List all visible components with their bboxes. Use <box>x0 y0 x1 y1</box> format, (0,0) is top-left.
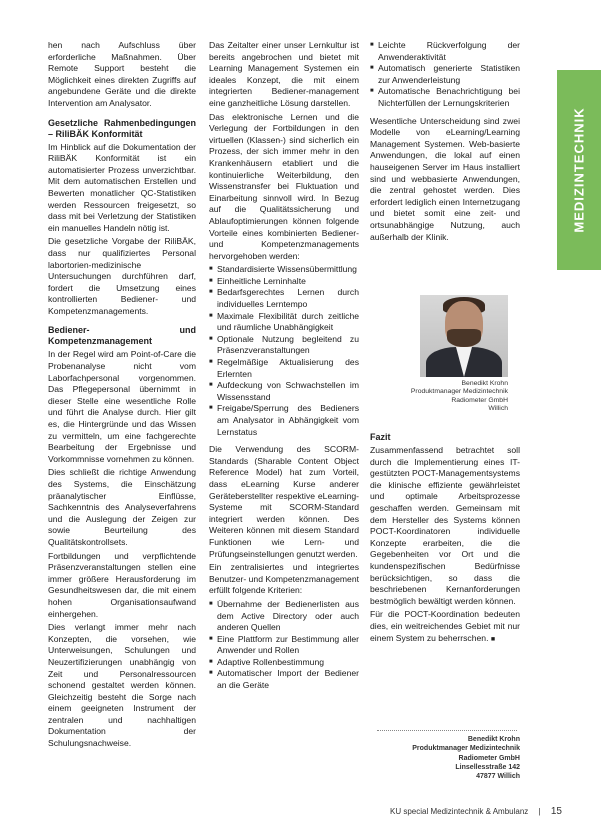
author-photo <box>420 295 508 377</box>
caption-company: Radiometer GmbH <box>451 396 508 404</box>
column-3-bottom <box>370 432 520 647</box>
advantages-list <box>209 264 359 438</box>
sig-city: 47877 Willich <box>476 773 520 781</box>
paragraph: Das elektronische Lernen und die Verlegung der Fortbildungen in den virtuellen (Klassen-) sind sicherlich ein Prozess, der sich immer mehr in den Krankenhäusern etabliert und die kontinuierliche Weiterbildung, den Wissenstransfer bei Fluktuation und Einarbeitung sinnvoll wird. In Bezug auf die Qualitätssicherung und Ablaufoptimierungen können folgende Vorteile eines kombinierten Bediener- und Kompetenzmanagements hervorgehoben werden: <box>209 111 359 261</box>
author-signature <box>390 735 520 781</box>
paragraph: Zusammenfassend betrachtet soll durch die Implementierung eines IT-gestützten POCT-Managementsystems die klinische effiziente gewährleistet und optimale Arbeitsprozesse geschaffen werden. Gemeinsam mit dem Hersteller des Systems können POCT-Koordinatoren individuelle Konzepte erarbeiten, die die Gegebenheiten vor Ort und die kundenspezifischen Bedürfnisse berücksichtigen, so dass die beschriebenen Kernanforderungen bestmöglich bewältigt werden können. <box>370 445 520 606</box>
caption-role: Produktmanager Medizintechnik <box>410 388 508 396</box>
paragraph: Wesentliche Unterscheidung sind zwei Modelle von eLearning/Learning Management Systemen. Web-basierte Anwendungen, die lokal auf einen hauseigenen Server im Haus installiert sind und webbasierte Anwendungen, die zentral gehostet werden. Dies erfordert lediglich einen Internetzugang und bietet somit eine zeit- und ortsunabhängige Nutzung, auch außerhalb der Klinik. <box>370 115 520 242</box>
list-item: ■ Automatischer Import der Bediener an die Geräte <box>209 668 359 691</box>
column-3-top <box>370 40 520 245</box>
paragraph: Fortbildungen und verpflichtende Präsenzveranstaltungen stellen eine immer größere Herausforderung im Gesundheitswesen dar, die mit einem hohen Organisationsaufwand einhergehen. <box>48 550 196 619</box>
list-item: ■ Leichte Rückverfolgung der Anwenderaktivität <box>370 40 520 63</box>
paragraph: Die Verwendung des SCORM-Standards (Sharable Content Object Reference Model) hat zum Vorteil, dass eLearning Kurse anderer Geräteberstellter respektive eLearning-Systeme mit SCORM-Standard integriert werden können. Des Weiteren können mit diesem Standard Funktionen wie Lern- und Prüfungseinstellungen genutzt werden. <box>209 444 359 559</box>
page-number: 15 <box>550 806 562 817</box>
photo-caption <box>390 380 508 414</box>
section-tab-label: MEDIZINTECHNIK <box>571 107 587 233</box>
sig-name: Benedikt Krohn <box>467 736 520 743</box>
paragraph: Die gesetzliche Vorgabe der RiliBÄK, dass nur qualifiziertes Personal labortorien-medizinische Untersuchungen durchführen darf, fordert die Umsetzung eines kontrollierten Bediener- und Kompetenzmanagements. <box>48 236 196 316</box>
caption-name: Benedikt Krohn <box>461 380 508 387</box>
list-item: ■ Optionale Nutzung begleitend zu Präsenzveranstaltungen <box>209 334 359 357</box>
list-item: ■ Freigabe/Sperrung des Bedieners am Analysator in Abhängigkeit vom Lernstatus <box>209 403 359 438</box>
paragraph: Dies schließt die richtige Anwendung des Systems, die Einschätzung präanalytischer Einflüsse, Sachkenntnis des Analyseverfahrens und die Auslegung der Zeigen zur sowie Beurteilung des Qualitätskontrollsets. <box>48 467 196 547</box>
heading-fazit: Fazit <box>370 432 391 442</box>
divider <box>377 730 517 731</box>
footer-divider: | <box>538 807 541 816</box>
paragraph: Im Hinblick auf die Dokumentation der RiliBÄK Konformität ist ein automatisierter Prozess unverzichtbar. Mit dem automatischen Erstellen und Bewerten monatlicher QC-Statistiken werden Ressourcen freigesetzt, so dass mit bei Verletzung der Statistiken ein manuelles Handeln nötig ist. <box>48 141 196 233</box>
heading-operator: Bediener- und Kompetenzmanagement <box>48 325 196 347</box>
list-item: ■ Maximale Flexibilität durch zeitliche und räumliche Unabhängigkeit <box>209 311 359 334</box>
paragraph: In der Regel wird am Point-of-Care die Probenanalyse nicht vom Laborfachpersonal vorgenommen. Das Pflegepersonal übernimmt in dieser Stelle eine wesentliche Rolle und führt die Analyse durch. Hier gilt es, die Hintergründe und das Wissen zu vermitteln, um eine fachgerechte Bearbeitung der Ergebnisse und Vorkommnisse vornehmen zu können. <box>48 349 196 464</box>
criteria-list-continued <box>370 40 520 110</box>
list-item: ■ Übernahme der Bedienerlisten aus dem Active Directory oder auch anderen Quellen <box>209 599 359 634</box>
section-tab <box>557 70 601 270</box>
list-item: ■ Aufdeckung von Schwachstellen im Wissensstand <box>209 380 359 403</box>
heading-legal: Gesetzliche Rahmenbedingungen – RiliBÄK Konformität <box>48 117 196 139</box>
list-item: ■ Einheitliche Lerninhalte <box>209 276 359 288</box>
journal-name: KU special Medizintechnik & Ambulanz <box>390 807 529 816</box>
list-item: ■ Standardisierte Wissensübermittlung <box>209 264 359 276</box>
sig-street: Linsellesstraße 142 <box>455 763 520 771</box>
sig-role: Produktmanager Medizintechnik <box>412 745 520 753</box>
paragraph: Für die POCT-Koordination bedeuten dies, ein weitreichendes Gebiet mit nur einem System zu beherrschen. ■ <box>370 609 520 643</box>
end-mark-icon: ■ <box>490 635 496 643</box>
list-item: ■ Adaptive Rollenbestimmung <box>209 657 359 669</box>
page-footer <box>390 806 590 818</box>
paragraph: Ein zentralisiertes und integriertes Benutzer- und Kompetenzmanagement erfüllt folgende Kriterien: <box>209 562 360 596</box>
sig-company: Radiometer GmbH <box>458 754 520 762</box>
criteria-list <box>209 599 359 692</box>
paragraph: Dies verlangt immer mehr nach Konzepten, die vorsehen, wie Unterweisungen, Schulungen und Neuzertifizierungen unabhängig von Zeit und Personalressourcen schonend gestaltet werden können. Gleichzeitig besteht die Sorge nach einem geeigneten Instrument der zentralen und nachhaltigen Dokumentation der Schulungsnachweise. <box>48 622 196 749</box>
column-2 <box>209 40 359 698</box>
list-item: ■ Bedarfsgerechtes Lernen durch individuelles Lerntempo <box>209 287 359 310</box>
paragraph: hen nach Aufschluss über erforderliche Maßnahmen. Über Remote Support besteht die Möglichkeit eines direkten Zugriffs auf angebundene Geräte und die direkte Intervention am Analysator. <box>48 40 196 108</box>
paragraph: Das Zeitalter einer unser Lernkultur ist bereits angebrochen und bietet mit Learning Management Systemen ein ideales Konzept, die mit einem integrierten Bediener-management eine ganzheitliche Lösung darstellen. <box>209 40 359 108</box>
list-item: ■ Eine Plattform zur Bestimmung aller Anwender und Rollen <box>209 634 359 657</box>
list-item: ■ Automatisch generierte Statistiken zur Anwenderleistung <box>370 63 520 86</box>
list-item: ■ Automatische Benachrichtigung bei Nichterfüllen der Lernungskriterien <box>370 86 520 109</box>
list-item: ■ Regelmäßige Aktualisierung des Erlernten <box>209 357 359 380</box>
caption-city: Willich <box>488 405 508 413</box>
column-1 <box>48 40 196 752</box>
